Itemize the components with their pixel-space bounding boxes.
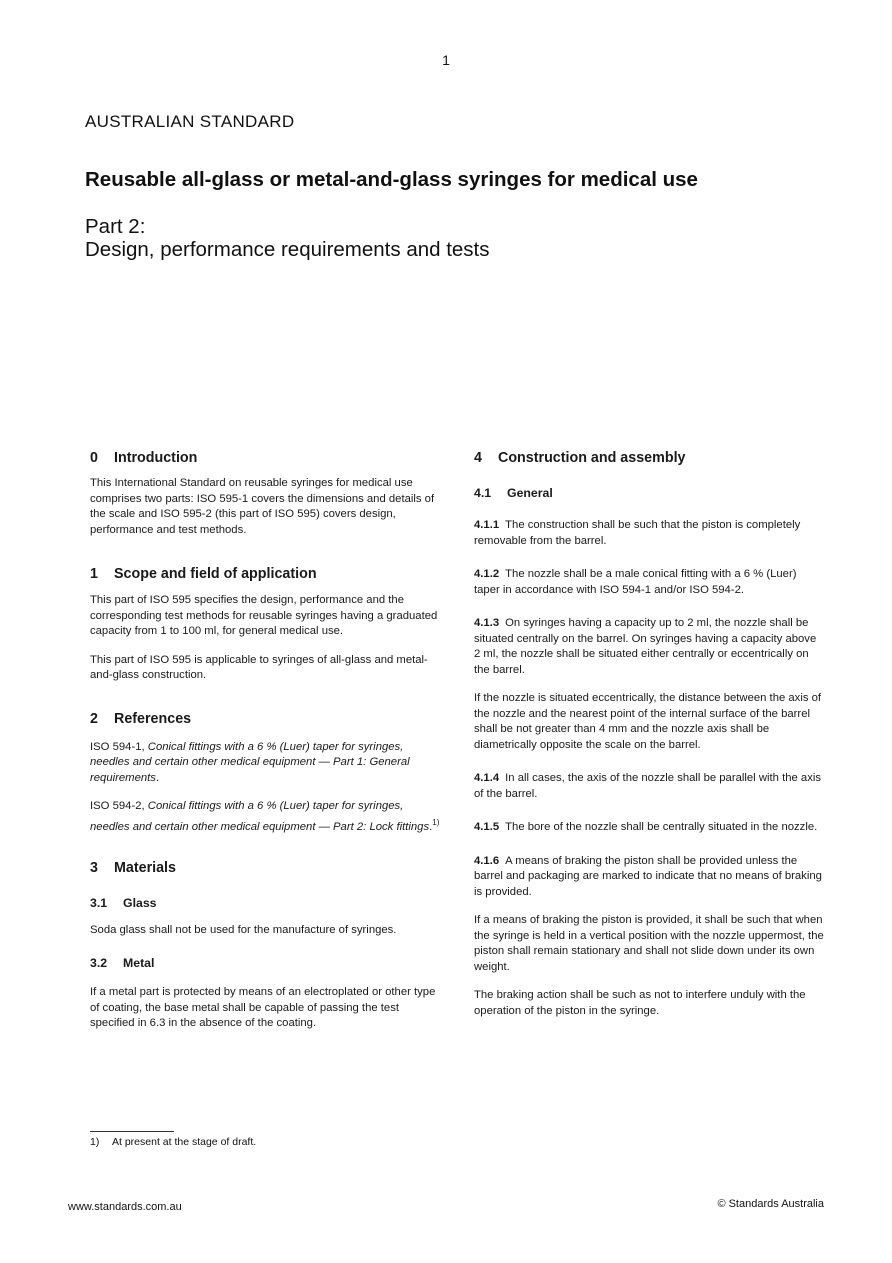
footnote-text: At present at the stage of draft. [112, 1136, 257, 1148]
subsection-heading-glass [90, 894, 444, 912]
clause-4-1-5 [474, 820, 824, 836]
section-title: Introduction [114, 450, 198, 466]
clause-text: In all cases, the axis of the nozzle shall be parallel with the axis of the barrel. [474, 772, 821, 800]
footnote-marker: 1) [90, 1136, 100, 1148]
document-title: Reusable all-glass or metal-and-glass syringes for medical use [85, 168, 698, 191]
subsection-number: 3.2 [90, 956, 108, 971]
clause-text: The construction shall be such that the piston is completely removable from the barrel. [474, 519, 801, 547]
clause-number: 4.1.4 [474, 772, 500, 784]
paragraph: This International Standard on reusable syringes for medical use comprises two parts: ISO 595-1 covers the dimensions and details of the scale and ISO 595-2 (this part of ISO 595) covers design, performance and test methods. [90, 477, 435, 536]
paragraph: This part of ISO 595 is applicable to syringes of all-glass and metal-and-glass construction. [90, 653, 428, 681]
reference-item [90, 740, 444, 787]
footer-website-link[interactable]: www.standards.com.au [68, 1201, 182, 1213]
document-subtitle: Design, performance requirements and tests [85, 238, 490, 261]
paragraph: The braking action shall be such as not to interfere unduly with the operation of the piston in the syringe. [474, 989, 806, 1017]
reference-item [90, 799, 444, 835]
footnote-reference: 1) [432, 817, 440, 827]
subsection-number: 3.1 [90, 895, 108, 910]
section-heading-scope [90, 564, 444, 584]
footnote [90, 1136, 256, 1148]
section-number: 3 [90, 859, 98, 876]
clause-number: 4.1.1 [474, 519, 500, 531]
section-title: References [114, 710, 192, 727]
paragraph: If the nozzle is situated eccentrically, the distance between the axis of the nozzle and the nearest point of the internal surface of the barrel shall be not greater than 4 mm and the nozzle axis shall be diametrically opposite the scale on the barrel. [474, 692, 822, 751]
section-heading-construction [474, 448, 824, 468]
clause-text: On syringes having a capacity up to 2 ml, the nozzle shall be situated centrally on the barrel. On syringes having a capacity above 2 ml, the nozzle shall be situated either centrally or eccentrically on the barrel. [474, 617, 817, 676]
clause-number: 4.1.6 [474, 854, 500, 867]
reference-code: ISO 594-1, [90, 740, 145, 753]
left-column [90, 448, 444, 1032]
reference-code: ISO 594-2, [90, 800, 145, 812]
subsection-title: Glass [123, 895, 157, 910]
paragraph: This part of ISO 595 specifies the design, performance and the corresponding test methods for reusable syringes having a graduated capacity from 1 to 100 ml, for general medical use. [90, 594, 438, 637]
subsection-heading-metal [90, 954, 444, 972]
clause-4-1-2 [474, 567, 824, 598]
clause-text: The bore of the nozzle shall be centrally situated in the nozzle. [505, 821, 818, 833]
section-number: 4 [474, 450, 482, 466]
clause-number: 4.1.3 [474, 617, 500, 629]
reference-title: Conical fittings with a 6 % (Luer) taper for syringes, needles and certain other medical equipment — Part 1: General requirements [90, 740, 410, 784]
right-column [474, 448, 824, 1019]
clause-text: A means of braking the piston shall be provided unless the barrel and packaging are marked to indicate that no means of braking is provided. [474, 854, 822, 898]
section-number: 1 [90, 566, 98, 582]
section-title: Scope and field of application [114, 566, 317, 582]
part-label: Part 2: [85, 215, 146, 238]
section-title: Materials [114, 859, 176, 876]
clause-number: 4.1.2 [474, 568, 500, 580]
subsection-number: 4.1 [474, 486, 492, 500]
clause-number: 4.1.5 [474, 821, 500, 833]
clause-4-1-3 [474, 616, 824, 678]
section-heading-introduction [90, 448, 444, 468]
standard-series: AUSTRALIAN STANDARD [85, 112, 295, 131]
clause-4-1-6 [474, 854, 824, 901]
clause-4-1-1 [474, 518, 824, 549]
footer-copyright: © Standards Australia [717, 1198, 824, 1210]
clause-text: The nozzle shall be a male conical fitting with a 6 % (Luer) taper in accordance with ISO 594-1 and/or ISO 594-2. [474, 568, 797, 596]
clause-4-1-4 [474, 771, 824, 802]
section-number: 0 [90, 450, 98, 466]
paragraph: Soda glass shall not be used for the manufacture of syringes. [90, 923, 397, 936]
footnote-divider [90, 1131, 174, 1132]
section-title: Construction and assembly [498, 450, 686, 466]
section-heading-references [90, 709, 444, 729]
reference-end: . [429, 820, 433, 833]
subsection-title: Metal [123, 956, 155, 971]
paragraph: If a metal part is protected by means of an electroplated or other type of coating, the base metal shall be capable of passing the test specified in 6.3 in the absence of the coating. [90, 986, 436, 1030]
reference-title: Conical fittings with a 6 % (Luer) taper for syringes, needles and certain other medical equipment — Part 2: Lock fittings [90, 800, 430, 833]
section-number: 2 [90, 710, 98, 727]
subsection-title: General [507, 486, 553, 500]
page-number: 1 [442, 52, 450, 68]
section-heading-materials [90, 858, 444, 878]
reference-end: . [155, 771, 160, 784]
subsection-heading-general [474, 484, 824, 502]
paragraph: If a means of braking the piston is provided, it shall be such that when the syringe is held in a vertical position with the nozzle uppermost, the piston shall remain stationary and shall not slide down under its own weight. [474, 914, 824, 973]
